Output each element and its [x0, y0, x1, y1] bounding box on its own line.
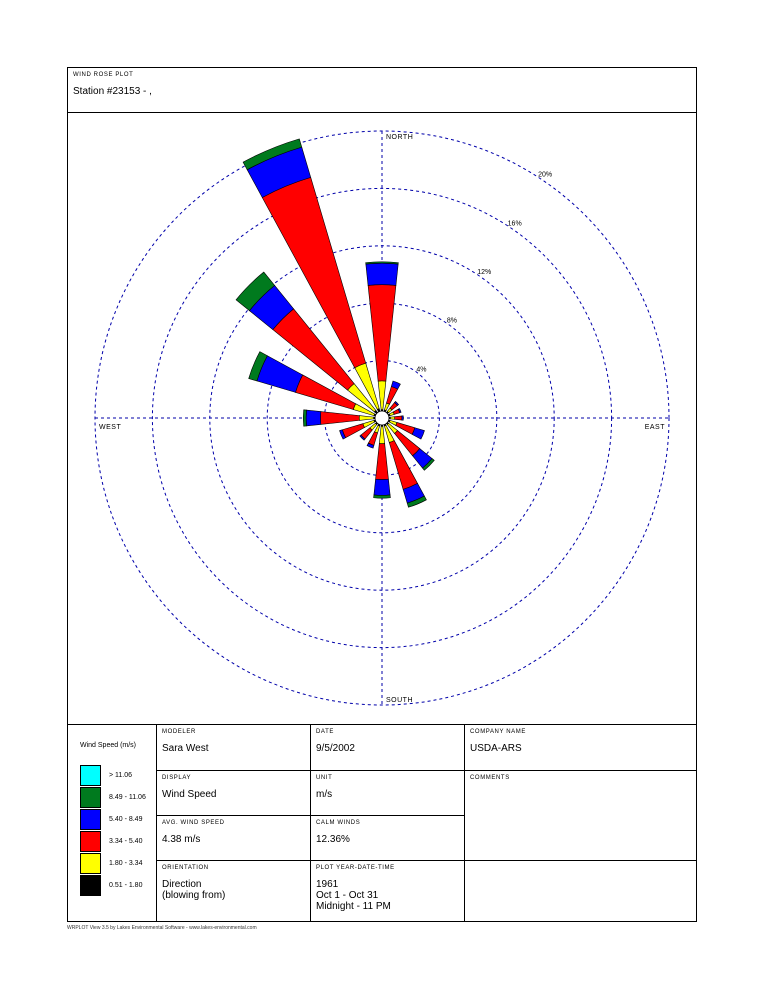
orientation-label: ORIENTATION	[162, 865, 209, 871]
modeler-label: MODELER	[162, 729, 196, 735]
petal-W-bin2	[320, 412, 359, 425]
petal-W-bin3	[306, 410, 321, 426]
petal-SSW-bin2	[368, 432, 377, 446]
direction-label: EAST	[644, 424, 665, 431]
petal-N-bin3	[366, 263, 398, 285]
legend-label: 0.51 - 1.80	[109, 882, 143, 889]
legend-label: 3.34 - 5.40	[109, 838, 143, 845]
date-value: 9/5/2002	[316, 743, 355, 754]
company-label: COMPANY NAME	[470, 729, 526, 735]
display-value: Wind Speed	[162, 789, 217, 800]
petal-E-bin2	[395, 416, 402, 420]
ring-label: 4%	[416, 366, 427, 374]
petal-W-bin1	[359, 416, 373, 421]
calm-label: CALM WINDS	[316, 820, 361, 826]
plot-time-value: 1961 Oct 1 - Oct 31 Midnight - 11 PM	[316, 879, 391, 912]
ring-label: 8%	[446, 317, 457, 325]
direction-label: WEST	[99, 424, 122, 431]
petal-E-bin3	[402, 416, 404, 420]
avg-speed-value: 4.38 m/s	[162, 834, 201, 845]
legend-label: > 11.06	[109, 772, 133, 779]
footer-credit: WRPLOT View 3.5 by Lakes Environmental Software - www.lakes-environmental.com	[67, 925, 257, 931]
avg-speed-label: AVG. WIND SPEED	[162, 820, 225, 826]
legend-label: 5.40 - 8.49	[109, 816, 143, 823]
petal-S-bin4	[374, 495, 391, 498]
petal-W-bin4	[303, 410, 306, 426]
company-value: USDA-ARS	[470, 743, 522, 754]
legend-label: 1.80 - 3.34	[109, 860, 143, 867]
calm-value: 12.36%	[316, 834, 350, 845]
legend-title: Wind Speed (m/s)	[80, 742, 137, 749]
petal-S-bin1	[379, 426, 384, 443]
unit-value: m/s	[316, 789, 333, 800]
station-name: Station #23153 - ,	[73, 86, 152, 97]
comments-label: COMMENTS	[470, 775, 510, 781]
petal-E-bin1	[390, 417, 394, 420]
calm-circle	[375, 411, 389, 425]
petal-N-bin2	[368, 285, 396, 381]
direction-label: SOUTH	[386, 697, 413, 704]
modeler-value: Sara West	[162, 743, 209, 754]
legend-label: 8.49 - 11.06	[109, 794, 146, 801]
plot-time-label: PLOT YEAR-DATE-TIME	[316, 865, 395, 871]
orientation-value: Direction (blowing from)	[162, 879, 226, 901]
petal-S-bin2	[376, 444, 389, 480]
ring-label: 16%	[507, 220, 522, 228]
unit-label: UNIT	[316, 775, 333, 781]
petal-S-bin3	[374, 479, 390, 495]
ring-label: 12%	[477, 268, 492, 276]
direction-label: NORTH	[386, 134, 414, 141]
petal-N-bin1	[378, 381, 386, 410]
ring-label: 20%	[538, 171, 553, 179]
display-label: DISPLAY	[162, 775, 192, 781]
plot-title: WIND ROSE PLOT	[73, 72, 134, 78]
date-label: DATE	[316, 729, 334, 735]
